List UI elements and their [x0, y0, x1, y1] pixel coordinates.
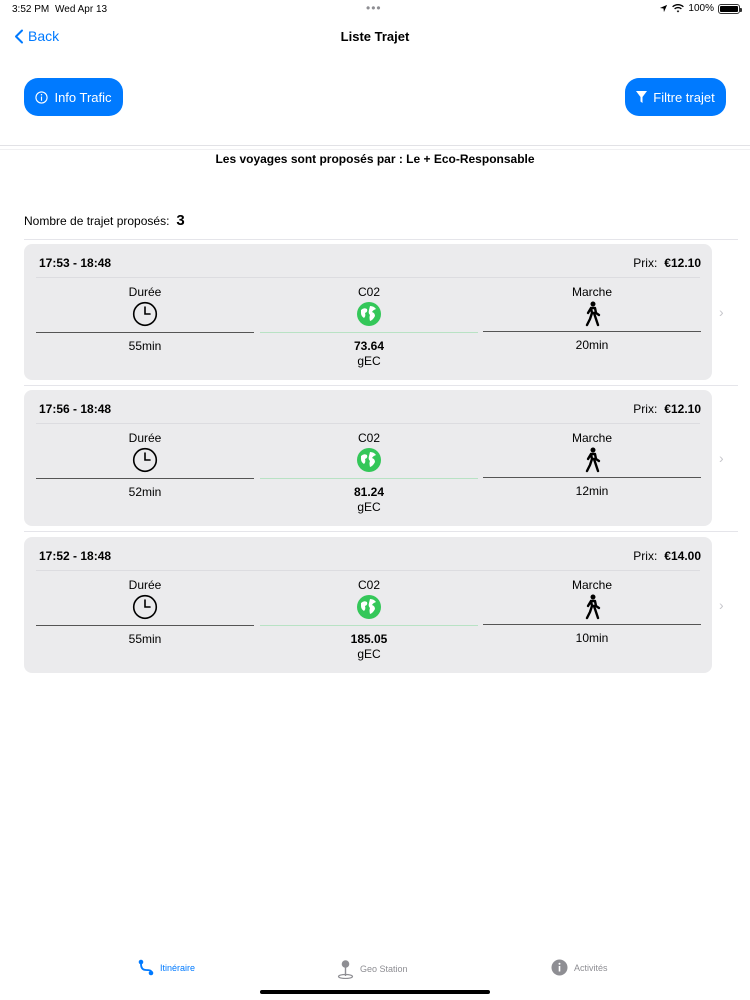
trip-count [24, 212, 185, 229]
duration-column [36, 285, 254, 354]
card-divider [36, 423, 700, 424]
duration-column [36, 431, 254, 500]
tab-activites-label: Activités [574, 962, 608, 973]
filtre-trajet-label: Filtre trajet [653, 89, 715, 105]
header-divider-secondary [0, 149, 750, 150]
trip-card[interactable] [24, 244, 712, 380]
info-icon [551, 959, 568, 976]
column-divider [36, 332, 254, 333]
earth-globe-icon [356, 447, 382, 473]
column-divider [260, 478, 478, 479]
column-divider [483, 477, 701, 478]
column-divider [36, 478, 254, 479]
tab-activites[interactable] [551, 959, 608, 976]
co2-value: 81.24 [353, 485, 385, 499]
map-pin-icon [337, 959, 354, 979]
co2-column [260, 578, 478, 661]
co2-label: C02 [357, 285, 380, 299]
header-divider [0, 145, 750, 146]
battery-icon [718, 4, 740, 14]
trip-card[interactable] [24, 537, 712, 673]
column-divider [483, 331, 701, 332]
trip-time: 17:56 - 18:48 [39, 402, 112, 416]
price-value: €14.00 [664, 549, 701, 563]
duration-value: 55min [128, 339, 162, 353]
co2-column [260, 285, 478, 368]
walk-value: 10min [575, 631, 609, 645]
walking-person-icon [583, 447, 601, 473]
status-bar [0, 0, 750, 20]
tab-itineraire-label: Itinéraire [160, 962, 196, 973]
duration-label: Durée [128, 431, 162, 445]
duration-label: Durée [128, 285, 162, 299]
column-divider [36, 625, 254, 626]
status-indicators [659, 3, 740, 14]
trip-price [633, 549, 701, 563]
column-divider [260, 625, 478, 626]
row-separator [24, 531, 738, 532]
clock-icon [132, 594, 158, 620]
tab-geo-station-label: Geo Station [360, 964, 408, 974]
multitasking-dots-icon[interactable]: ••• [366, 1, 382, 15]
walking-person-icon [583, 594, 601, 620]
status-date: Wed Apr 13 [55, 4, 108, 15]
row-separator [24, 385, 738, 386]
co2-label: C02 [357, 578, 380, 592]
chevron-right-icon[interactable]: › [719, 304, 724, 320]
walking-person-icon [583, 301, 601, 327]
home-indicator[interactable] [260, 990, 490, 994]
walk-label: Marche [571, 431, 612, 445]
chevron-right-icon[interactable]: › [719, 450, 724, 466]
price-label: Prix: [633, 402, 658, 416]
wifi-icon [672, 4, 684, 13]
chevron-right-icon[interactable]: › [719, 597, 724, 613]
duration-value: 55min [128, 632, 162, 646]
co2-label: C02 [357, 431, 380, 445]
filtre-trajet-button[interactable] [625, 78, 726, 116]
earth-globe-icon [356, 594, 382, 620]
trip-time: 17:52 - 18:48 [39, 549, 112, 563]
walk-value: 20min [575, 338, 609, 352]
battery-percent: 100% [688, 3, 714, 14]
co2-column [260, 431, 478, 514]
co2-value: 73.64 [353, 339, 385, 353]
trip-card[interactable] [24, 390, 712, 526]
tab-geo-station[interactable] [337, 959, 408, 979]
tab-itineraire[interactable] [138, 959, 195, 976]
clock-icon [132, 447, 158, 473]
price-label: Prix: [633, 549, 658, 563]
co2-unit: gEC [357, 354, 381, 368]
route-icon [138, 959, 154, 976]
info-trafic-label: Info Trafic [54, 89, 112, 105]
co2-unit: gEC [357, 647, 381, 661]
price-label: Prix: [633, 256, 658, 270]
navigation-bar [0, 20, 750, 56]
earth-globe-icon [356, 301, 382, 327]
duration-column [36, 578, 254, 647]
walk-column [483, 578, 701, 646]
duration-label: Durée [128, 578, 162, 592]
walk-column [483, 285, 701, 353]
co2-value: 185.05 [350, 632, 388, 646]
walk-label: Marche [571, 285, 612, 299]
tab-bar [0, 955, 750, 990]
location-icon [659, 4, 668, 13]
card-divider [36, 277, 700, 278]
price-value: €12.10 [664, 402, 701, 416]
trip-count-label: Nombre de trajet proposés: [24, 214, 170, 228]
status-time: 3:52 PM [12, 4, 50, 15]
clock-icon [132, 301, 158, 327]
walk-value: 12min [575, 484, 609, 498]
trip-price [633, 402, 701, 416]
page-title: Liste Trajet [340, 29, 410, 44]
filter-funnel-icon [636, 91, 647, 103]
info-circle-icon [35, 91, 48, 104]
column-divider [260, 332, 478, 333]
trip-count-value: 3 [176, 212, 185, 229]
column-divider [483, 624, 701, 625]
trip-price [633, 256, 701, 270]
info-trafic-button[interactable] [24, 78, 123, 116]
sort-description: Les voyages sont proposés par : Le + Eco-Responsable [215, 152, 535, 166]
trip-time: 17:53 - 18:48 [39, 256, 112, 270]
co2-unit: gEC [357, 500, 381, 514]
count-divider [24, 239, 738, 240]
back-label: Back [28, 28, 60, 44]
walk-label: Marche [571, 578, 612, 592]
duration-value: 52min [128, 485, 162, 499]
card-divider [36, 570, 700, 571]
price-value: €12.10 [664, 256, 701, 270]
walk-column [483, 431, 701, 499]
